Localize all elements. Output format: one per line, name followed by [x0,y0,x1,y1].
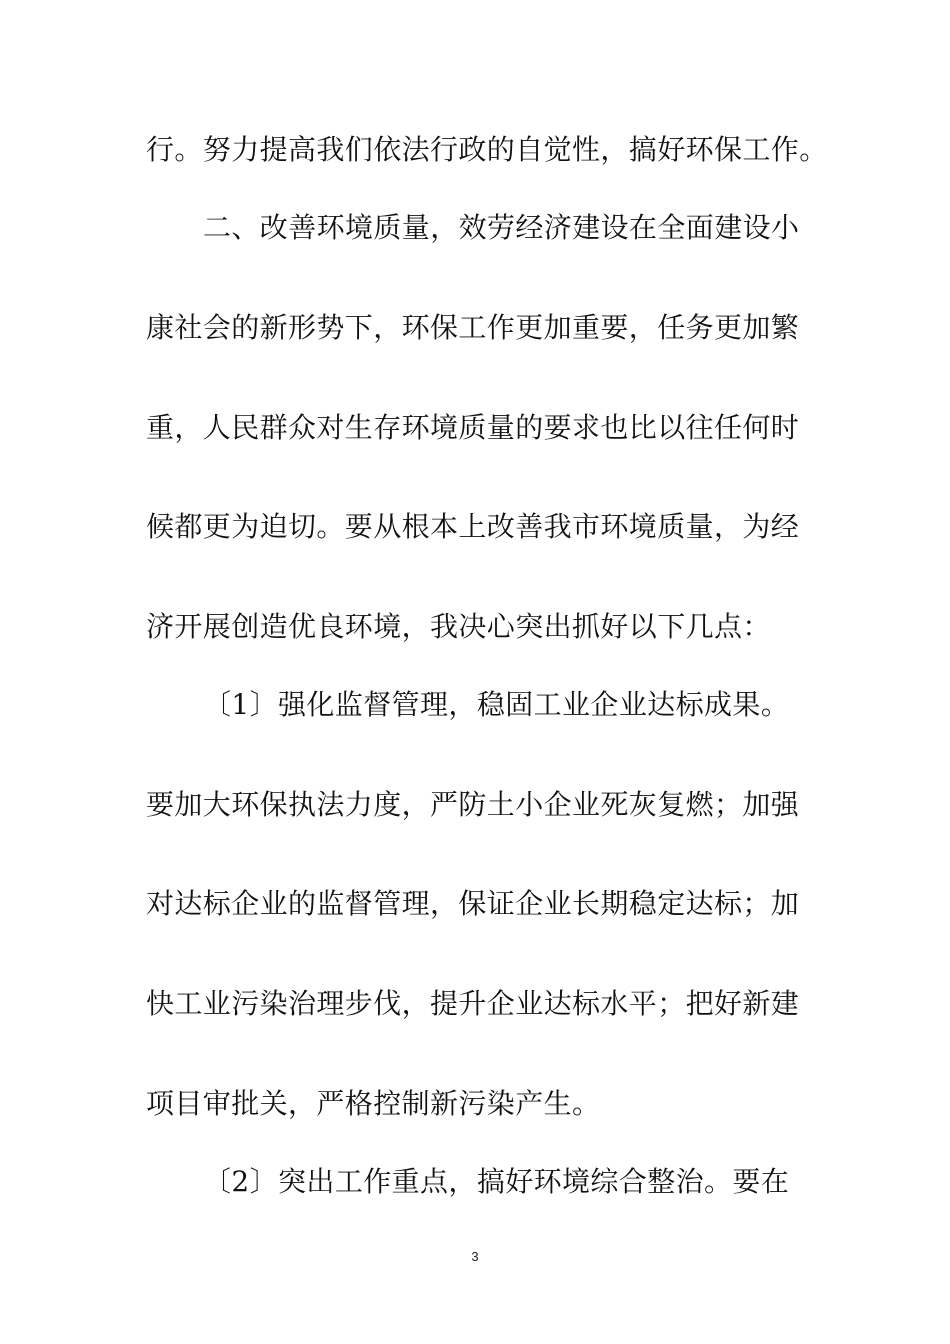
list-item-line: 〔2〕突出工作重点，搞好环境综合整治。要在 [203,1165,790,1198]
text-line: 康社会的新形势下，环保工作更加重要，任务更加繁 [146,311,800,344]
text-line: 对达标企业的监督管理，保证企业长期稳定达标；加 [146,887,800,920]
text-line: 项目审批关，严格控制新污染产生。 [146,1087,601,1120]
text-line: 要加大环保执法力度，严防土小企业死灰复燃；加强 [146,788,800,821]
text-line: 济开展创造优良环境，我决心突出抓好以下几点： [146,610,771,643]
page-number: 3 [471,1249,479,1264]
text-line: 重，人民群众对生存环境质量的要求也比以往任何时 [146,411,800,444]
section-heading-line: 二、改善环境质量，效劳经济建设在全面建设小 [203,211,800,244]
list-item-line: 〔1〕强化监督管理，稳固工业企业达标成果。 [203,688,790,721]
text-line: 候都更为迫切。要从根本上改善我市环境质量，为经 [146,510,800,543]
text-line: 行。努力提高我们依法行政的自觉性，搞好环保工作。 [146,133,828,166]
text-line: 快工业污染治理步伐，提升企业达标水平；把好新建 [146,987,800,1020]
